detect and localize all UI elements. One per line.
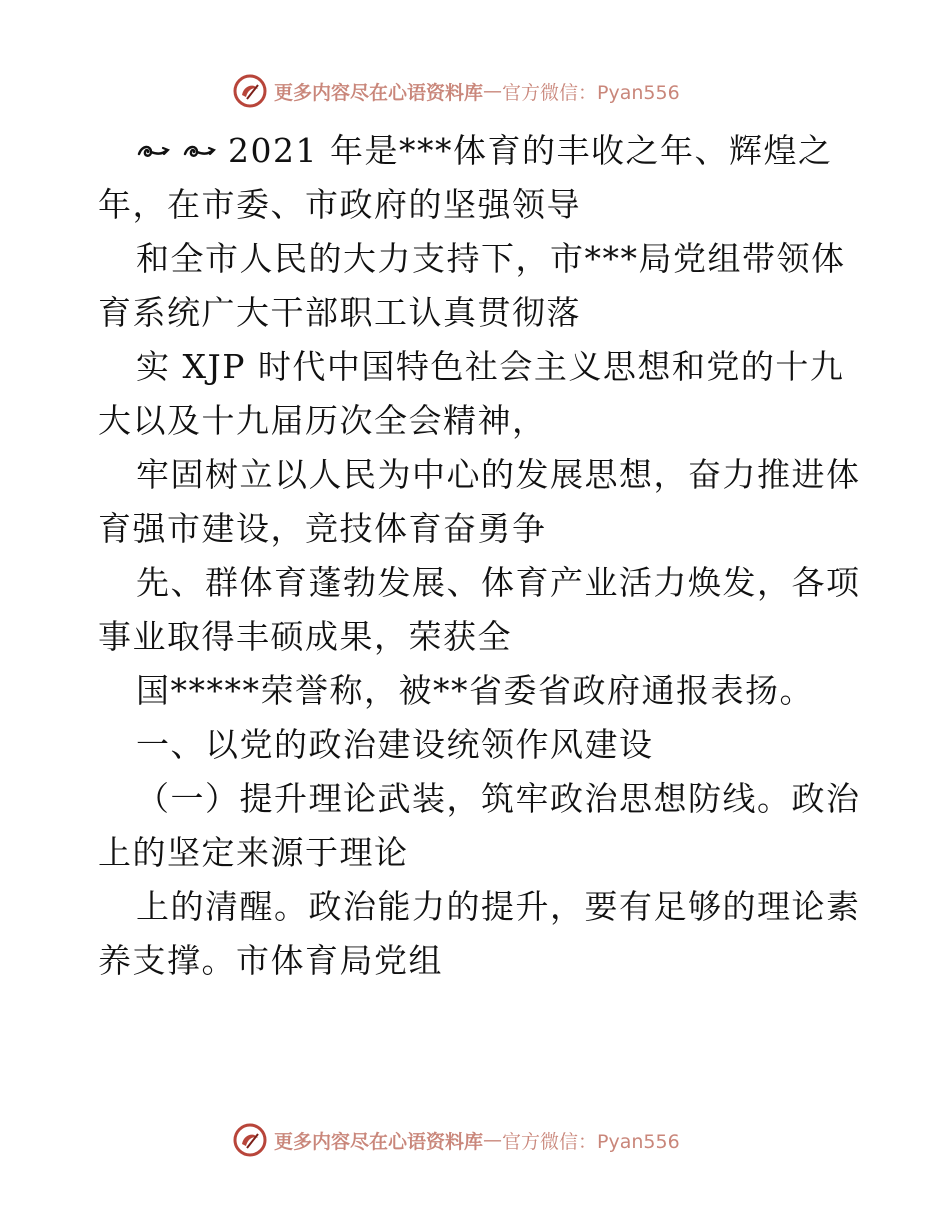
swirl-ornament-icon: [182, 142, 216, 164]
watermark-main-text: 更多内容尽在心语资料库: [274, 1130, 484, 1153]
ornament-group: [136, 124, 228, 178]
paragraph-line-2: 年，在市委、市政府的坚强领导: [98, 185, 581, 224]
line-text: 2021 年是***体育的丰收之年、辉煌之: [228, 131, 833, 170]
watermark-footer: [232, 1120, 680, 1160]
paragraph-line-3: 和全市人民的大力支持下，市***局党组带领体: [136, 239, 846, 278]
paragraph-line-11: 国*****荣誉称，被**省委省政府通报表扬。: [136, 671, 814, 710]
paragraph-line-15: 上的清醒。政治能力的提升，要有足够的理论素: [136, 887, 861, 926]
paragraph-line-9: 先、群体育蓬勃发展、体育产业活力焕发，各项: [136, 563, 861, 602]
watermark-header: [232, 71, 680, 111]
subsection-heading-line: （一）提升理论武装，筑牢政治思想防线。政治: [136, 779, 861, 818]
section-heading: 一、以党的政治建设统领作风建设: [136, 725, 654, 764]
paragraph-line-7: 牢固树立以人民为中心的发展思想，奋力推进体: [136, 455, 861, 494]
watermark-separator: —: [483, 80, 503, 102]
paragraph-line-5: 实 XJP 时代中国特色社会主义思想和党的十九: [136, 347, 845, 386]
paragraph-line-16: 养支撑。市体育局党组: [98, 941, 443, 980]
paragraph-line-6: 大以及十九届历次全会精神，: [98, 401, 547, 440]
paragraph-line-8: 育强市建设，竞技体育奋勇争: [98, 509, 547, 548]
paragraph-line-4: 育系统广大干部职工认真贯彻落: [98, 293, 581, 332]
paragraph-line-10: 事业取得丰硕成果，荣获全: [98, 617, 512, 656]
paragraph-line-14: 上的坚定来源于理论: [98, 833, 409, 872]
document-body: [98, 124, 861, 988]
watermark-contact: 官方微信：Pyan556: [502, 1130, 680, 1153]
paragraph-line-1: [98, 124, 858, 178]
swirl-ornament-icon: [136, 142, 170, 164]
watermark-contact: 官方微信：Pyan556: [502, 81, 680, 104]
red-swirl-logo-icon: [232, 73, 268, 109]
watermark-main-text: 更多内容尽在心语资料库: [274, 81, 484, 104]
red-swirl-logo-icon: [232, 1122, 268, 1158]
watermark-separator: —: [483, 1129, 503, 1151]
